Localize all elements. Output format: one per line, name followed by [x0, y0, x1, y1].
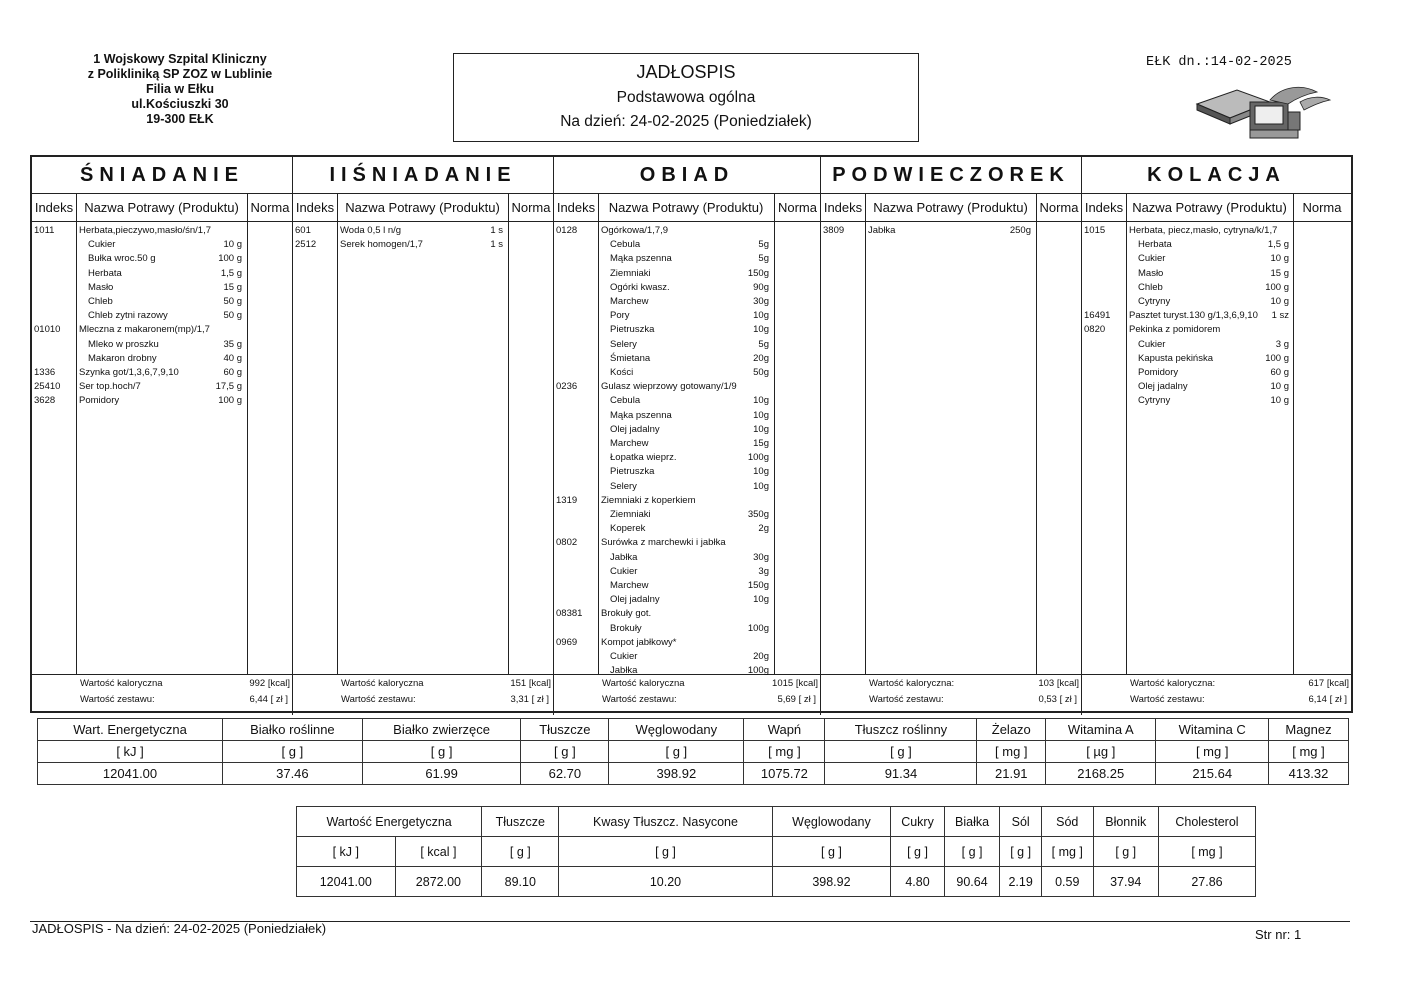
item-norm: 3 g	[1275, 338, 1289, 350]
item-name: Herbata, piecz,masło, cytryna/k/1,7	[1129, 225, 1278, 236]
meal-title: PODWIECZOREK	[821, 157, 1081, 194]
nutrition1-unit: [ g ]	[521, 741, 609, 763]
nutrition2-unit-row	[297, 837, 1256, 867]
column-header-name: Nazwa Potrawy (Produktu)	[865, 194, 1036, 222]
nutrition2-header-row	[297, 807, 1256, 837]
nutrition1-unit: [ kJ ]	[38, 741, 223, 763]
item-norm: 60 g	[223, 367, 242, 378]
item-norm: 20g	[753, 352, 769, 364]
nutrition1-unit: [ g ]	[223, 741, 363, 763]
item-index: 1015	[1084, 225, 1106, 236]
item-name: Pietruszka	[610, 466, 655, 478]
column-header-index: Indeks	[32, 194, 76, 222]
item-name: Śmietana	[610, 352, 651, 364]
item-norm: 1,5 g	[220, 267, 242, 279]
item-name: Pasztet turyst.130 g/1,3,6,9,10	[1129, 310, 1258, 322]
item-index: 3809	[823, 225, 845, 236]
item-name: Masło	[88, 281, 114, 293]
item-name: Pietruszka	[610, 324, 655, 336]
nutrition2-value: 4.80	[891, 867, 945, 897]
nutrition2-value: 37.94	[1093, 867, 1158, 897]
item-norm: 100 g	[218, 253, 242, 265]
item-name: Cebula	[610, 395, 641, 407]
nutrition1-header: Tłuszcz roślinny	[825, 719, 977, 741]
item-name: Herbata	[1138, 239, 1172, 251]
item-name: Cukier	[1138, 253, 1166, 265]
item-norm: 350g	[747, 509, 769, 520]
item-name: Jabłka	[610, 665, 638, 677]
column-header-name: Nazwa Potrawy (Produktu)	[337, 194, 508, 222]
nutrition1-header-row	[38, 719, 1349, 741]
nutrition2-header: Białka	[944, 807, 1000, 837]
item-name: Ogórki kwasz.	[610, 281, 670, 293]
calorie-value: 103 [kcal]	[1038, 678, 1079, 689]
item-norm: 50 g	[223, 296, 242, 307]
item-index: 0820	[1084, 324, 1106, 336]
item-norm: 5g	[758, 239, 769, 251]
column-header-index: Indeks	[554, 194, 598, 222]
item-name: Mleko w proszku	[88, 338, 159, 350]
item-name: Brokuły	[610, 622, 642, 634]
nutrition2-value: 10.20	[559, 867, 772, 897]
column-header-index: Indeks	[1082, 194, 1126, 222]
item-norm: 30g	[753, 551, 769, 563]
nutrition-table-2	[296, 806, 1256, 897]
nutrition1-unit: [ µg ]	[1046, 741, 1156, 763]
item-norm: 1,5 g	[1267, 239, 1289, 251]
item-index: 1319	[556, 494, 578, 506]
calorie-value: 992 [kcal]	[249, 678, 290, 689]
item-name: Selery	[610, 480, 637, 492]
nutrition2-header: Sól	[1000, 807, 1042, 837]
book-computer-logo	[1192, 82, 1332, 140]
nutrition2-unit: [ mg ]	[1042, 837, 1094, 867]
item-name: Jabłka	[868, 225, 896, 236]
meal-title: ŚNIADANIE	[32, 157, 292, 194]
item-norm: 150g	[747, 267, 769, 279]
page-number: Str nr: 1	[1255, 927, 1302, 942]
item-name: Kapusta pekińska	[1138, 352, 1213, 364]
nutrition1-value: 62.70	[521, 763, 609, 785]
nutrition2-unit: [ mg ]	[1158, 837, 1255, 867]
nutrition2-value: 12041.00	[297, 867, 396, 897]
summary-divider	[1082, 674, 1351, 675]
item-name: Herbata	[88, 267, 122, 279]
nutrition2-unit: [ g ]	[772, 837, 891, 867]
nutrition1-value-row	[38, 763, 1349, 785]
column-divider	[247, 194, 248, 674]
nutrition1-value: 21.91	[977, 763, 1046, 785]
item-name: Woda 0,5 l n/g	[340, 225, 402, 236]
item-norm: 2g	[758, 523, 769, 535]
nutrition1-unit: [ mg ]	[744, 741, 825, 763]
cost-label: Wartość zestawu:	[602, 694, 677, 705]
meal-title: OBIAD	[554, 157, 820, 194]
calorie-label: Wartość kaloryczna:	[1130, 678, 1216, 689]
column-header-norm: Norma	[1036, 194, 1082, 222]
cost-value: 6,14 [ zł ]	[1308, 694, 1347, 705]
meal-section	[32, 157, 293, 715]
item-name: Chleb	[1138, 281, 1163, 293]
nutrition2-value: 2.19	[1000, 867, 1042, 897]
item-name: Bułka wroc.50 g	[88, 253, 156, 265]
item-index: 0969	[556, 636, 578, 648]
calorie-value: 1015 [kcal]	[772, 678, 818, 689]
column-divider	[774, 194, 775, 674]
item-index: 16491	[1084, 310, 1111, 322]
item-norm: 100 g	[218, 395, 242, 407]
item-name: Mleczna z makaronem(mp)/1,7	[79, 324, 210, 336]
item-index: 2512	[295, 239, 317, 251]
calorie-label: Wartość kaloryczna:	[869, 678, 955, 689]
item-index: 3628	[34, 395, 56, 407]
item-name: Cebula	[610, 239, 641, 251]
item-index: 25410	[34, 381, 61, 393]
item-norm: 15 g	[1270, 267, 1289, 279]
item-norm: 10g	[753, 310, 769, 322]
nutrition-table-1	[37, 718, 1349, 785]
column-header-norm: Norma	[247, 194, 293, 222]
item-name: Cytryny	[1138, 395, 1171, 407]
cost-value: 6,44 [ zł ]	[249, 694, 288, 705]
title-box	[453, 53, 919, 142]
item-name: Brokuły got.	[601, 608, 652, 620]
item-norm: 100 g	[1265, 281, 1289, 293]
column-header-norm: Norma	[774, 194, 821, 222]
calorie-label: Wartość kaloryczna	[602, 678, 685, 689]
item-norm: 10g	[753, 324, 769, 336]
item-norm: 50 g	[223, 310, 242, 322]
column-header-name: Nazwa Potrawy (Produktu)	[598, 194, 774, 222]
item-index: 1336	[34, 367, 56, 378]
item-norm: 10g	[753, 594, 769, 606]
item-name: Pory	[610, 310, 630, 322]
column-header-name: Nazwa Potrawy (Produktu)	[76, 194, 247, 222]
nutrition1-header: Witamina A	[1046, 719, 1156, 741]
nutrition1-unit: [ g ]	[362, 741, 521, 763]
cost-label: Wartość zestawu:	[341, 694, 416, 705]
nutrition1-value: 91.34	[825, 763, 977, 785]
column-divider	[1036, 194, 1037, 674]
item-norm: 90g	[753, 281, 769, 293]
calorie-label: Wartość kaloryczna	[341, 678, 424, 689]
item-name: Herbata,pieczywo,masło/śn/1,7	[79, 225, 212, 236]
nutrition1-value: 12041.00	[38, 763, 223, 785]
summary-divider	[821, 674, 1081, 675]
nutrition1-unit: [ g ]	[609, 741, 744, 763]
item-norm: 50g	[753, 367, 769, 378]
item-norm: 100g	[747, 622, 769, 634]
item-norm: 1 s	[490, 225, 503, 236]
nutrition2-header: Tłuszcze	[482, 807, 559, 837]
column-divider	[337, 194, 338, 674]
nutrition2-unit: [ g ]	[559, 837, 772, 867]
item-norm: 3g	[758, 565, 769, 577]
item-norm: 10 g	[1270, 381, 1289, 393]
item-name: Cukier	[610, 651, 638, 662]
nutrition1-value: 37.46	[223, 763, 363, 785]
document-title: JADŁOSPIS	[636, 62, 736, 82]
item-name: Pekinka z pomidorem	[1129, 324, 1221, 336]
item-name: Serek homogen/1,7	[340, 239, 423, 251]
menu-date: Na dzień: 24-02-2025 (Poniedziałek)	[560, 113, 812, 130]
nutrition2-value: 27.86	[1158, 867, 1255, 897]
nutrition2-value: 89.10	[482, 867, 559, 897]
item-name: Makaron drobny	[88, 352, 157, 364]
meal-section	[821, 157, 1082, 715]
item-name: Marchew	[610, 296, 649, 307]
hospital-line: ul.Kościuszki 30	[131, 97, 229, 111]
item-norm: 10g	[753, 466, 769, 478]
item-name: Olej jadalny	[610, 423, 660, 435]
column-header-index: Indeks	[293, 194, 337, 222]
item-name: Ziemniaki	[610, 267, 651, 279]
item-name: Ser top.hoch/7	[79, 381, 141, 393]
nutrition2-value: 2872.00	[395, 867, 482, 897]
nutrition1-header: Węglowodany	[609, 719, 744, 741]
item-norm: 40 g	[223, 352, 242, 364]
nutrition1-value: 2168.25	[1046, 763, 1156, 785]
column-divider	[865, 194, 866, 674]
item-norm: 10 g	[223, 239, 242, 251]
item-norm: 10 g	[1270, 395, 1289, 407]
nutrition2-header: Kwasy Tłuszcz. Nasycone	[559, 807, 772, 837]
item-name: Koperek	[610, 523, 646, 535]
item-norm: 1 s	[490, 239, 503, 251]
item-norm: 20g	[753, 651, 769, 662]
nutrition2-value: 90.64	[944, 867, 1000, 897]
column-divider	[508, 194, 509, 674]
item-index: 601	[295, 225, 311, 236]
nutrition1-value: 1075.72	[744, 763, 825, 785]
item-name: Chleb zytni razowy	[88, 310, 168, 322]
item-norm: 30g	[753, 296, 769, 307]
nutrition1-unit: [ mg ]	[1156, 741, 1269, 763]
nutrition2-unit: [ g ]	[891, 837, 945, 867]
item-norm: 100 g	[1265, 352, 1289, 364]
cost-value: 3,31 [ zł ]	[510, 694, 549, 705]
item-norm: 15g	[753, 438, 769, 449]
item-name: Łopatka wieprz.	[610, 452, 677, 464]
nutrition1-value: 413.32	[1269, 763, 1349, 785]
summary-divider	[32, 674, 292, 675]
column-divider	[1293, 194, 1294, 674]
item-index: 01010	[34, 324, 61, 336]
item-index: 08381	[556, 608, 583, 620]
nutrition2-header: Cukry	[891, 807, 945, 837]
hospital-line: 19-300 EŁK	[146, 112, 214, 126]
meal-section	[293, 157, 554, 715]
nutrition2-unit: [ g ]	[1000, 837, 1042, 867]
column-header-index: Indeks	[821, 194, 865, 222]
item-norm: 10g	[753, 395, 769, 407]
hospital-line: Filia w Ełku	[145, 82, 215, 96]
cost-value: 0,53 [ zł ]	[1038, 694, 1077, 705]
meal-title: KOLACJA	[1082, 157, 1351, 194]
nutrition2-unit: [ kJ ]	[297, 837, 396, 867]
nutrition2-value: 398.92	[772, 867, 891, 897]
item-name: Marchew	[610, 580, 649, 591]
column-header-norm: Norma	[1293, 194, 1351, 222]
item-index: 0802	[556, 537, 578, 549]
nutrition2-unit: [ g ]	[482, 837, 559, 867]
item-norm: 250g	[1009, 225, 1031, 236]
item-name: Cukier	[610, 565, 638, 577]
item-norm: 10g	[753, 409, 769, 421]
nutrition1-header: Białko roślinne	[223, 719, 363, 741]
footer-text: JADŁOSPIS - Na dzień: 24-02-2025 (Poniedziałek)	[32, 921, 327, 936]
item-norm: 35 g	[223, 338, 242, 350]
item-index: 0236	[556, 381, 578, 393]
cost-label: Wartość zestawu:	[869, 694, 944, 705]
column-divider	[76, 194, 77, 674]
nutrition2-header: Sód	[1042, 807, 1094, 837]
nutrition2-unit: [ kcal ]	[395, 837, 482, 867]
nutrition1-header: Witamina C	[1156, 719, 1269, 741]
item-norm: 10g	[753, 423, 769, 435]
calorie-label: Wartość kaloryczna	[80, 678, 163, 689]
item-name: Chleb	[88, 296, 113, 307]
column-divider	[1126, 194, 1127, 674]
nutrition2-header: Węglowodany	[772, 807, 891, 837]
item-name: Cukier	[88, 239, 116, 251]
cost-value: 5,69 [ zł ]	[777, 694, 816, 705]
document-date: EŁK dn.:14-02-2025	[1146, 55, 1292, 70]
nutrition2-header: Wartość Energetyczna	[297, 807, 482, 837]
item-norm: 5g	[758, 253, 769, 265]
nutrition2-unit: [ g ]	[1093, 837, 1158, 867]
item-name: Mąka pszenna	[610, 253, 672, 265]
item-name: Kości	[610, 367, 634, 378]
nutrition1-value: 398.92	[609, 763, 744, 785]
meal-title: IIŚNIADANIE	[293, 157, 553, 194]
item-norm: 100g	[747, 665, 769, 677]
nutrition1-header: Wart. Energetyczna	[38, 719, 223, 741]
item-name: Selery	[610, 338, 637, 350]
nutrition1-header: Żelazo	[977, 719, 1046, 741]
column-header-name: Nazwa Potrawy (Produktu)	[1126, 194, 1293, 222]
item-name: Ogórkowa/1,7,9	[601, 225, 669, 236]
nutrition2-value: 0.59	[1042, 867, 1094, 897]
item-norm: 10 g	[1270, 253, 1289, 265]
item-norm: 5g	[758, 338, 769, 350]
item-norm: 150g	[747, 580, 769, 591]
nutrition1-header: Wapń	[744, 719, 825, 741]
item-norm: 15 g	[223, 281, 242, 293]
cost-label: Wartość zestawu:	[1130, 694, 1205, 705]
nutrition2-value-row	[297, 867, 1256, 897]
item-norm: 10 g	[1270, 296, 1289, 307]
nutrition1-header: Magnez	[1269, 719, 1349, 741]
nutrition2-unit: [ g ]	[944, 837, 1000, 867]
nutrition2-header: Cholesterol	[1158, 807, 1255, 837]
column-divider	[598, 194, 599, 674]
nutrition2-header: Błonnik	[1093, 807, 1158, 837]
item-name: Pomidory	[1138, 367, 1179, 378]
hospital-line: 1 Wojskowy Szpital Kliniczny	[93, 52, 267, 66]
item-name: Mąka pszenna	[610, 409, 672, 421]
item-index: 1011	[34, 225, 55, 236]
item-norm: 100g	[747, 452, 769, 464]
meal-section	[554, 157, 821, 715]
item-name: Ziemniaki z koperkiem	[601, 494, 696, 506]
meal-section	[1082, 157, 1351, 715]
item-name: Kompot jabłkowy*	[601, 636, 677, 648]
calorie-value: 617 [kcal]	[1308, 678, 1349, 689]
diet-name: Podstawowa ogólna	[616, 89, 756, 106]
calorie-value: 151 [kcal]	[510, 678, 551, 689]
item-index: 0128	[556, 225, 578, 236]
item-name: Szynka got/1,3,6,7,9,10	[79, 367, 179, 378]
summary-divider	[293, 674, 553, 675]
menu-table	[30, 155, 1353, 713]
item-name: Pomidory	[79, 395, 120, 407]
item-name: Cukier	[1138, 338, 1166, 350]
nutrition1-unit-row	[38, 741, 1349, 763]
nutrition1-unit: [ mg ]	[977, 741, 1046, 763]
item-name: Ziemniaki	[610, 509, 651, 520]
item-norm: 1 sz	[1271, 310, 1289, 322]
item-name: Cytryny	[1138, 296, 1171, 307]
item-name: Gulasz wieprzowy gotowany/1/9	[601, 381, 737, 393]
nutrition1-unit: [ g ]	[825, 741, 977, 763]
column-header-norm: Norma	[508, 194, 554, 222]
item-name: Jabłka	[610, 551, 638, 563]
item-name: Masło	[1138, 267, 1164, 279]
item-name: Surówka z marchewki i jabłka	[601, 537, 726, 549]
nutrition1-header: Tłuszcze	[521, 719, 609, 741]
item-norm: 10g	[753, 480, 769, 492]
item-norm: 60 g	[1270, 367, 1289, 378]
nutrition1-value: 215.64	[1156, 763, 1269, 785]
hospital-address	[70, 52, 290, 127]
nutrition1-unit: [ mg ]	[1269, 741, 1349, 763]
item-name: Olej jadalny	[1138, 381, 1188, 393]
cost-label: Wartość zestawu:	[80, 694, 155, 705]
item-name: Marchew	[610, 438, 649, 449]
item-name: Olej jadalny	[610, 594, 660, 606]
hospital-line: z Polikliniką SP ZOZ w Lublinie	[87, 67, 273, 81]
nutrition1-value: 61.99	[362, 763, 521, 785]
item-norm: 17,5 g	[215, 381, 242, 393]
summary-divider	[554, 674, 820, 675]
nutrition1-header: Białko zwierzęce	[362, 719, 521, 741]
